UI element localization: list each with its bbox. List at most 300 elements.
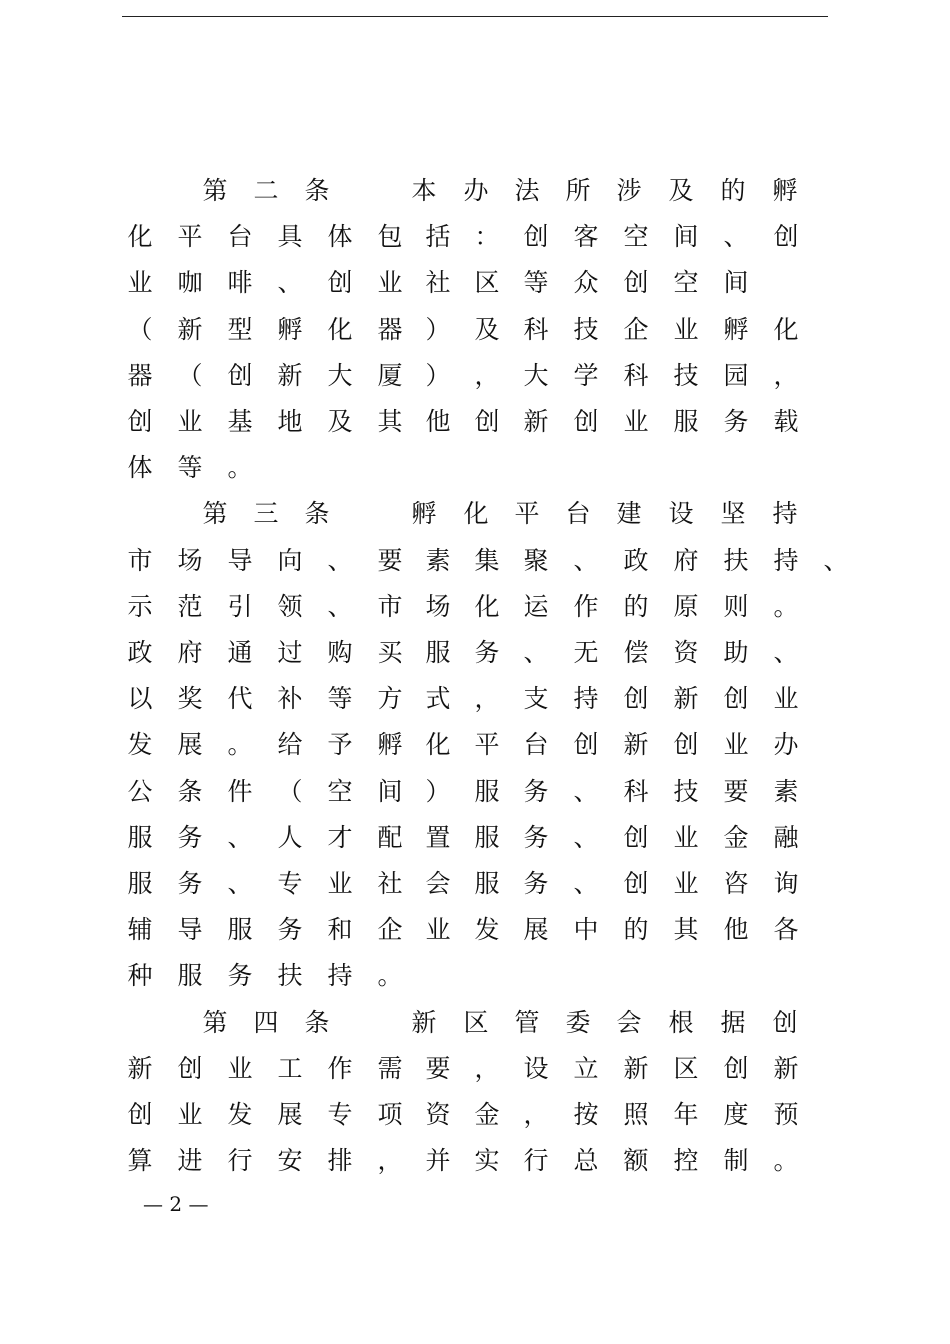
char: 台 [565, 499, 591, 529]
char: 补 [277, 684, 303, 714]
char: 市 [377, 591, 403, 621]
char: 扶 [723, 545, 749, 575]
char: 咨 [723, 869, 749, 898]
char: ， [474, 360, 500, 390]
char: 素 [773, 776, 799, 806]
char: 业 [227, 1053, 253, 1083]
char: 照 [623, 1100, 649, 1129]
char: 服 [474, 776, 500, 806]
article-text-line [0, 307, 950, 353]
char: 大 [523, 360, 549, 390]
char: 要 [425, 1053, 451, 1083]
char: 年 [673, 1100, 699, 1129]
char: 发 [127, 730, 153, 760]
article-text-line [0, 445, 950, 491]
char: 企 [377, 915, 403, 945]
char: 创 [772, 1007, 798, 1037]
char: 服 [474, 869, 500, 898]
char: 学 [573, 360, 599, 390]
char: 条 [177, 776, 203, 806]
char: 体 [327, 222, 353, 252]
char: 及 [668, 176, 694, 205]
char: 和 [327, 915, 353, 945]
char: 才 [327, 822, 353, 852]
char: 、 [573, 822, 599, 852]
char: 间 [723, 268, 749, 298]
char: 科 [623, 776, 649, 806]
char: 按 [573, 1100, 599, 1129]
char: 要 [723, 776, 749, 806]
char: 大 [327, 360, 353, 390]
article-text-line [0, 538, 950, 584]
char: （ [277, 776, 303, 806]
char: 他 [425, 407, 451, 436]
char: 创 [573, 407, 599, 436]
char: 载 [773, 407, 799, 436]
char: 发 [474, 915, 500, 945]
char: 空 [327, 776, 353, 806]
char: 新 [177, 314, 203, 344]
char: 化 [474, 591, 500, 621]
article-text-line [0, 1138, 950, 1184]
char: 区 [474, 268, 500, 298]
char: 器 [377, 314, 403, 344]
article-text-line [0, 907, 950, 953]
char: 支 [523, 684, 549, 714]
article-text-line [0, 815, 950, 861]
article-text-line [0, 260, 950, 306]
char: 展 [523, 915, 549, 945]
char: 器 [127, 360, 153, 390]
char: 持 [772, 499, 798, 529]
char: 专 [327, 1100, 353, 1129]
char: 服 [474, 822, 500, 852]
char: 立 [573, 1053, 599, 1083]
char: 涉 [616, 176, 642, 205]
char: 范 [177, 591, 203, 621]
char: 示 [127, 591, 153, 621]
char: 新 [673, 684, 699, 714]
char: 孵 [723, 314, 749, 344]
char: 创 [723, 1053, 749, 1083]
char: 业 [327, 869, 353, 898]
char: 排 [327, 1146, 353, 1176]
char: 通 [227, 638, 253, 667]
char: 本 [411, 176, 437, 205]
char: 其 [377, 407, 403, 436]
char: 等 [177, 453, 203, 483]
char: 区 [673, 1053, 699, 1083]
char: 制 [723, 1146, 749, 1176]
char: 并 [425, 1146, 451, 1176]
char: 代 [227, 684, 253, 714]
char: 置 [425, 822, 451, 852]
char: 予 [327, 730, 353, 760]
char: 预 [773, 1100, 799, 1129]
char: 需 [377, 1053, 403, 1083]
char: 展 [177, 730, 203, 760]
char: 平 [514, 499, 540, 529]
char: 、 [327, 591, 353, 621]
char: 业 [425, 915, 451, 945]
article-text-line [0, 1046, 950, 1092]
char: 府 [177, 638, 203, 667]
char: 作 [573, 591, 599, 621]
char: 行 [227, 1146, 253, 1176]
char: 服 [177, 961, 203, 991]
char: 资 [425, 1100, 451, 1129]
char: 额 [623, 1146, 649, 1176]
char: 所 [565, 176, 591, 205]
char: 询 [773, 869, 799, 898]
char: 创 [127, 1100, 153, 1129]
char: 空 [623, 222, 649, 252]
char: 、 [573, 869, 599, 898]
char: 园 [723, 360, 749, 390]
char: 据 [720, 1007, 746, 1037]
char: 领 [277, 591, 303, 621]
char: 业 [723, 730, 749, 760]
char: 资 [673, 638, 699, 667]
char: 二 [253, 176, 279, 205]
char: 业 [127, 268, 153, 298]
char: 三 [253, 499, 279, 529]
char: 业 [623, 407, 649, 436]
char: 运 [523, 591, 549, 621]
char: 给 [277, 730, 303, 760]
char: 配 [377, 822, 403, 852]
char: 、 [327, 545, 353, 575]
char: 服 [127, 822, 153, 852]
char: 社 [425, 268, 451, 298]
char: 台 [523, 730, 549, 760]
article-heading-line [0, 491, 950, 537]
char: 偿 [623, 638, 649, 667]
char: 孵 [377, 730, 403, 760]
char: 第 [202, 176, 228, 205]
char: 体 [127, 453, 153, 483]
char: 务 [277, 915, 303, 945]
char: 的 [623, 915, 649, 945]
char: ） [425, 314, 451, 344]
char: 办 [773, 730, 799, 760]
article-heading-line [0, 1000, 950, 1046]
char: 过 [277, 638, 303, 667]
article-text-line [0, 769, 950, 815]
char: 平 [474, 730, 500, 760]
char: 无 [573, 638, 599, 667]
article-text-line [0, 676, 950, 722]
char: 买 [377, 638, 403, 667]
char: 实 [474, 1146, 500, 1176]
char: 业 [177, 407, 203, 436]
char: 行 [523, 1146, 549, 1176]
char: 创 [673, 730, 699, 760]
char: 间 [673, 222, 699, 252]
char: 金 [723, 822, 749, 852]
char: 扶 [277, 961, 303, 991]
char: 型 [227, 314, 253, 344]
char: （ [177, 360, 203, 390]
article-text-line [0, 584, 950, 630]
char: 条 [304, 176, 330, 205]
char: 、 [823, 545, 849, 575]
char: 业 [377, 268, 403, 298]
char: 聚 [523, 545, 549, 575]
char: 。 [227, 453, 253, 483]
char: 创 [523, 222, 549, 252]
char: 孵 [411, 499, 437, 529]
char: 助 [723, 638, 749, 667]
char: 等 [523, 268, 549, 298]
char: 业 [773, 684, 799, 714]
article-text-line [0, 399, 950, 445]
char: 新 [411, 1007, 437, 1037]
char: 设 [523, 1053, 549, 1083]
char: 务 [177, 869, 203, 898]
char: 新 [127, 1053, 153, 1083]
char: 第 [202, 499, 228, 529]
char: 空 [673, 268, 699, 298]
char: 持 [327, 961, 353, 991]
char: 平 [177, 222, 203, 252]
char: 进 [177, 1146, 203, 1176]
char: ， [773, 360, 799, 390]
char: 导 [177, 915, 203, 945]
char: 人 [277, 822, 303, 852]
char: 奖 [177, 684, 203, 714]
char: 创 [623, 684, 649, 714]
char: 创 [573, 730, 599, 760]
char: 务 [474, 638, 500, 667]
char: 总 [573, 1146, 599, 1176]
char: 的 [720, 176, 746, 205]
char: 及 [327, 407, 353, 436]
char: 安 [277, 1146, 303, 1176]
char: 政 [127, 638, 153, 667]
char: 新 [623, 1053, 649, 1083]
char: 啡 [227, 268, 253, 298]
char: ） [425, 776, 451, 806]
article-text-line [0, 1092, 950, 1138]
char: 设 [668, 499, 694, 529]
char: 持 [573, 684, 599, 714]
char: 坚 [720, 499, 746, 529]
char: 各 [773, 915, 799, 945]
char: 业 [673, 869, 699, 898]
char: 技 [673, 360, 699, 390]
char: 根 [668, 1007, 694, 1037]
char: 政 [623, 545, 649, 575]
char: ， [474, 1053, 500, 1083]
char: 创 [227, 360, 253, 390]
article-heading-line [0, 168, 950, 214]
char: 他 [723, 915, 749, 945]
char: 专 [277, 869, 303, 898]
char: 咖 [177, 268, 203, 298]
article-text-line [0, 214, 950, 260]
char: 创 [623, 822, 649, 852]
char: 市 [127, 545, 153, 575]
char: 化 [327, 314, 353, 344]
char: 则 [723, 591, 749, 621]
char: 。 [773, 1146, 799, 1176]
char: 务 [177, 822, 203, 852]
char: 孵 [277, 314, 303, 344]
char: 技 [673, 776, 699, 806]
char: 务 [523, 869, 549, 898]
char: 式 [425, 684, 451, 714]
article-text-line [0, 861, 950, 907]
char: 办 [463, 176, 489, 205]
char: 条 [304, 499, 330, 529]
char: 中 [573, 915, 599, 945]
char: 科 [623, 360, 649, 390]
char: ， [474, 684, 500, 714]
char: 、 [573, 545, 599, 575]
char: 展 [277, 1100, 303, 1129]
char: 企 [623, 314, 649, 344]
char: 创 [723, 684, 749, 714]
char: 创 [474, 407, 500, 436]
char: 、 [573, 776, 599, 806]
char: 创 [327, 268, 353, 298]
char: 服 [227, 915, 253, 945]
char: 辅 [127, 915, 153, 945]
char: 融 [773, 822, 799, 852]
char: 发 [227, 1100, 253, 1129]
char: ， [523, 1100, 549, 1129]
char: 化 [463, 499, 489, 529]
char: 委 [565, 1007, 591, 1037]
char: 场 [177, 545, 203, 575]
char: 厦 [377, 360, 403, 390]
char: 府 [673, 545, 699, 575]
char: （ [127, 314, 153, 344]
char: 众 [573, 268, 599, 298]
char: 服 [127, 869, 153, 898]
char: 场 [425, 591, 451, 621]
char: ， [377, 1146, 403, 1176]
char: 四 [253, 1007, 279, 1037]
char: 基 [227, 407, 253, 436]
char: 新 [623, 730, 649, 760]
char: 条 [304, 1007, 330, 1037]
char: 务 [723, 407, 749, 436]
char: 等 [327, 684, 353, 714]
char: 务 [523, 776, 549, 806]
char: 持 [773, 545, 799, 575]
char: 创 [623, 268, 649, 298]
char: 科 [523, 314, 549, 344]
char: 台 [227, 222, 253, 252]
char: 创 [773, 222, 799, 252]
char: 、 [773, 638, 799, 667]
char: 、 [227, 869, 253, 898]
char: 其 [673, 915, 699, 945]
char: 化 [127, 222, 153, 252]
char: 化 [773, 314, 799, 344]
char: 地 [277, 407, 303, 436]
char: 引 [227, 591, 253, 621]
char: 服 [425, 638, 451, 667]
char: 业 [673, 822, 699, 852]
char: 管 [514, 1007, 540, 1037]
article-text-line [0, 722, 950, 768]
char: 向 [277, 545, 303, 575]
page-number: — 2 — [143, 1192, 209, 1216]
char: 要 [377, 545, 403, 575]
char: 括 [425, 222, 451, 252]
char: 。 [227, 730, 253, 760]
char: 金 [474, 1100, 500, 1129]
char: 间 [377, 776, 403, 806]
char: 集 [474, 545, 500, 575]
char: 业 [177, 1100, 203, 1129]
char: 孵 [772, 176, 798, 205]
char: 务 [227, 961, 253, 991]
char: 新 [523, 407, 549, 436]
char: 种 [127, 961, 153, 991]
char: 法 [514, 176, 540, 205]
char: 社 [377, 869, 403, 898]
char: 会 [425, 869, 451, 898]
char: 、 [523, 638, 549, 667]
char: 以 [127, 684, 153, 714]
char: 。 [773, 591, 799, 621]
char: 工 [277, 1053, 303, 1083]
char: 购 [327, 638, 353, 667]
char: 创 [177, 1053, 203, 1083]
char: ） [425, 360, 451, 390]
char: 业 [673, 314, 699, 344]
char: 化 [425, 730, 451, 760]
char: 原 [673, 591, 699, 621]
char: 创 [127, 407, 153, 436]
char: 务 [523, 822, 549, 852]
char: 及 [474, 314, 500, 344]
char: 、 [723, 222, 749, 252]
char: 算 [127, 1146, 153, 1176]
char: 建 [616, 499, 642, 529]
char: ： [474, 222, 500, 252]
char: 公 [127, 776, 153, 806]
char: 件 [227, 776, 253, 806]
char: 度 [723, 1100, 749, 1129]
char: 新 [277, 360, 303, 390]
article-text-line [0, 630, 950, 676]
char: 技 [573, 314, 599, 344]
char: 素 [425, 545, 451, 575]
char: 。 [377, 961, 403, 991]
char: 方 [377, 684, 403, 714]
char: 的 [623, 591, 649, 621]
char: 导 [227, 545, 253, 575]
char: 第 [202, 1007, 228, 1037]
char: 包 [377, 222, 403, 252]
article-text-line [0, 953, 950, 999]
char: 、 [277, 268, 303, 298]
char: 、 [227, 822, 253, 852]
header-rule [122, 16, 828, 17]
char: 区 [463, 1007, 489, 1037]
char: 控 [673, 1146, 699, 1176]
char: 项 [377, 1100, 403, 1129]
char: 创 [623, 869, 649, 898]
char: 新 [773, 1053, 799, 1083]
char: 会 [616, 1007, 642, 1037]
char: 具 [277, 222, 303, 252]
